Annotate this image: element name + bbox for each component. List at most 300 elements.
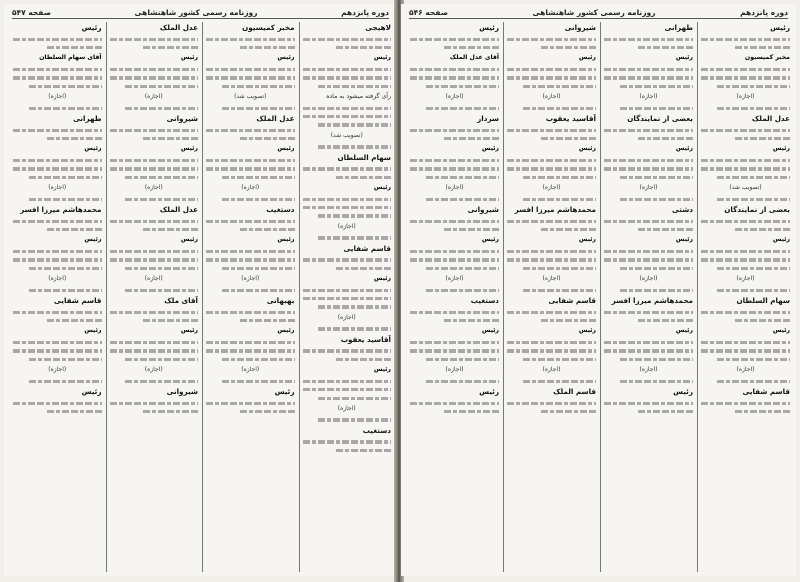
text-line <box>29 107 102 110</box>
text-line <box>701 341 790 344</box>
text-line <box>444 46 499 49</box>
text-line <box>735 410 790 413</box>
text-line <box>47 137 102 140</box>
text-line <box>29 380 102 383</box>
speaker-name: رئیس <box>180 236 198 244</box>
vote-result: (اجازه) <box>48 275 67 283</box>
text-line <box>620 289 693 292</box>
text-line <box>47 228 102 231</box>
speaker-name: رئیس <box>675 54 693 62</box>
speaker-name: رئیس <box>578 145 596 153</box>
speaker-name: رئیس <box>180 54 198 62</box>
text-line <box>523 289 596 292</box>
speaker-heading: محمدهاشم میرزا افسر <box>20 205 102 215</box>
text-line <box>336 449 391 452</box>
speaker-heading: عدل الملک <box>159 23 198 32</box>
text-line <box>240 228 295 231</box>
text-line <box>620 198 693 201</box>
vote-result: (اجازه) <box>48 366 67 374</box>
text-line <box>604 220 693 223</box>
text-line <box>318 397 391 400</box>
speaker-name: رئیس <box>481 236 499 244</box>
text-line <box>410 402 499 405</box>
vote-result: (اجازه) <box>241 275 260 283</box>
text-line <box>604 68 693 71</box>
text-line <box>507 341 596 344</box>
speaker-name: رئیس <box>578 236 596 244</box>
right-page-column <box>600 22 693 572</box>
text-line <box>13 258 102 261</box>
vote-result: (اجازه) <box>639 366 658 374</box>
text-line <box>143 137 198 140</box>
speaker-heading: عدل الملک <box>751 114 790 124</box>
text-line <box>604 341 693 344</box>
text-line <box>604 349 693 352</box>
text-line <box>143 228 198 231</box>
text-line <box>222 267 295 270</box>
vote-result: (اجازه) <box>144 184 163 192</box>
text-line <box>110 159 199 162</box>
vote-result: (اجازه) <box>542 275 561 283</box>
speaker-heading: بهبهانی <box>266 296 295 306</box>
text-line <box>303 289 392 292</box>
text-line <box>47 319 102 322</box>
text-line <box>444 137 499 140</box>
speaker-name: رئیس <box>772 236 790 244</box>
text-line <box>303 349 392 352</box>
text-line <box>604 129 693 132</box>
text-line <box>410 341 499 344</box>
speaker-name: رئیس <box>772 145 790 153</box>
speaker-name: رئیس <box>675 327 693 335</box>
vote-result: (اجازه) <box>736 93 755 101</box>
text-line <box>336 176 391 179</box>
right-page-week: دوره پانزدهم <box>740 7 788 17</box>
text-line <box>426 107 499 110</box>
text-line <box>426 380 499 383</box>
text-line <box>13 76 102 79</box>
text-line <box>701 311 790 314</box>
speaker-name: رئیس <box>84 236 102 244</box>
text-line <box>13 68 102 71</box>
text-line <box>13 159 102 162</box>
vote-result: (اجازه) <box>445 93 464 101</box>
left-page-week: دوره پانزدهم <box>341 7 389 17</box>
text-line <box>143 46 198 49</box>
vote-result: (اجازه) <box>542 93 561 101</box>
text-line <box>620 267 693 270</box>
speaker-heading: قاسم شفایی <box>53 296 102 306</box>
text-line <box>13 311 102 314</box>
text-line <box>110 258 199 261</box>
text-line <box>604 76 693 79</box>
text-line <box>410 129 499 132</box>
text-line <box>717 107 790 110</box>
text-line <box>638 46 693 49</box>
text-line <box>125 176 198 179</box>
text-line <box>507 402 596 405</box>
speaker-name: مخبر کمیسیون <box>744 54 790 62</box>
text-line <box>507 167 596 170</box>
text-line <box>29 198 102 201</box>
speaker-name: رئیس <box>373 184 391 192</box>
text-line <box>701 68 790 71</box>
speaker-name: رئیس <box>675 145 693 153</box>
speaker-heading: سهام السلطان <box>337 152 391 162</box>
text-line <box>206 341 295 344</box>
vote-result: (اجازه) <box>241 366 260 374</box>
text-line <box>110 402 199 405</box>
text-line <box>717 380 790 383</box>
speaker-name: رئیس <box>277 54 295 62</box>
text-line <box>523 107 596 110</box>
text-line <box>410 311 499 314</box>
text-line <box>125 289 198 292</box>
speaker-name: رئیس <box>180 145 198 153</box>
vote-result: (اجازه) <box>639 93 658 101</box>
text-line <box>29 358 102 361</box>
vote-result: (اجازه) <box>337 404 356 412</box>
text-line <box>604 38 693 41</box>
right-page-column <box>503 22 596 572</box>
speaker-heading: قاسم الملک <box>553 387 596 397</box>
text-line <box>426 289 499 292</box>
text-line <box>110 167 199 170</box>
text-line <box>206 129 295 132</box>
text-line <box>410 38 499 41</box>
text-line <box>240 319 295 322</box>
left-page <box>4 4 397 576</box>
left-page-number: صفحه ۵۴۷ <box>12 7 51 17</box>
speaker-heading: قاسم شفایی <box>742 387 790 397</box>
text-line <box>318 214 391 217</box>
text-line <box>507 129 596 132</box>
speaker-heading: دستغیب <box>266 205 295 215</box>
body-text: رأی گرفته میشود به ماده <box>326 93 391 101</box>
speaker-heading: لاهیجی <box>365 23 391 32</box>
right-page-column <box>407 22 499 572</box>
vote-result: (اجازه) <box>337 222 356 230</box>
text-line <box>735 319 790 322</box>
left-page-columns <box>10 22 391 572</box>
vote-result: (اجازه) <box>639 184 658 192</box>
text-line <box>206 220 295 223</box>
text-line <box>507 258 596 261</box>
text-line <box>541 137 596 140</box>
text-line <box>13 250 102 253</box>
text-line <box>620 85 693 88</box>
speaker-heading: آقاسید یعقوب <box>545 114 596 124</box>
text-line <box>206 349 295 352</box>
text-line <box>410 349 499 352</box>
text-line <box>303 380 392 383</box>
text-line <box>604 167 693 170</box>
text-line <box>143 319 198 322</box>
vote-result: (اجازه) <box>144 275 163 283</box>
text-line <box>318 123 391 126</box>
text-line <box>318 236 391 239</box>
speaker-name: آقای سهام السلطان <box>39 54 102 62</box>
text-line <box>620 107 693 110</box>
text-line <box>507 349 596 352</box>
speaker-name: رئیس <box>675 236 693 244</box>
text-line <box>701 38 790 41</box>
speaker-name: رئیس <box>772 327 790 335</box>
text-line <box>222 380 295 383</box>
text-line <box>110 250 199 253</box>
text-line <box>206 76 295 79</box>
text-line <box>318 327 391 330</box>
vote-result: (اجازه) <box>736 366 755 374</box>
speaker-heading: رئیس <box>274 387 295 397</box>
speaker-name: رئیس <box>373 366 391 374</box>
speaker-heading: بعضی از نمایندگان <box>627 114 693 124</box>
vote-result: (اجازه) <box>736 275 755 283</box>
text-line <box>222 85 295 88</box>
speaker-heading: دستغیب <box>362 425 391 435</box>
text-line <box>303 76 392 79</box>
left-page-column <box>299 22 392 572</box>
speaker-heading: سهام السلطان <box>736 296 790 306</box>
speaker-heading: طهرانی <box>73 114 102 124</box>
text-line <box>541 228 596 231</box>
speaker-heading: شیروانی <box>564 23 596 32</box>
text-line <box>604 311 693 314</box>
text-line <box>240 137 295 140</box>
text-line <box>410 220 499 223</box>
text-line <box>604 159 693 162</box>
text-line <box>29 85 102 88</box>
text-line <box>206 38 295 41</box>
text-line <box>638 319 693 322</box>
speaker-heading: شیروانی <box>166 387 198 397</box>
text-line <box>336 46 391 49</box>
text-line <box>701 76 790 79</box>
text-line <box>620 176 693 179</box>
vote-result: (اجازه) <box>241 184 260 192</box>
text-line <box>507 159 596 162</box>
text-line <box>143 410 198 413</box>
speaker-name: رئیس <box>277 145 295 153</box>
speaker-heading: رئیس <box>81 23 102 32</box>
text-line <box>110 311 199 314</box>
text-line <box>523 176 596 179</box>
text-line <box>13 38 102 41</box>
text-line <box>426 85 499 88</box>
right-page <box>401 4 796 576</box>
vote-result: (اجازه) <box>445 366 464 374</box>
text-line <box>206 167 295 170</box>
speaker-heading: رئیس <box>479 387 499 397</box>
text-line <box>523 198 596 201</box>
text-line <box>206 311 295 314</box>
text-line <box>318 418 391 421</box>
text-line <box>410 167 499 170</box>
text-line <box>240 410 295 413</box>
text-line <box>717 85 790 88</box>
speaker-heading: مخبر کمیسیون <box>242 23 295 32</box>
vote-result: (تصویب شد) <box>729 184 762 192</box>
text-line <box>303 38 392 41</box>
text-line <box>303 297 392 300</box>
text-line <box>523 380 596 383</box>
text-line <box>29 289 102 292</box>
text-line <box>125 380 198 383</box>
speaker-name: رئیس <box>481 145 499 153</box>
text-line <box>125 107 198 110</box>
text-line <box>222 289 295 292</box>
text-line <box>717 289 790 292</box>
speaker-heading: بعضی از نمایندگان <box>724 205 790 215</box>
text-line <box>110 220 199 223</box>
text-line <box>444 228 499 231</box>
text-line <box>735 137 790 140</box>
text-line <box>701 258 790 261</box>
speaker-name: رئیس <box>277 236 295 244</box>
text-line <box>13 402 102 405</box>
speaker-heading: دستغیب <box>470 296 499 306</box>
right-page-header <box>409 6 788 19</box>
speaker-heading: محمدهاشم میرزا افسر <box>514 205 596 215</box>
text-line <box>701 349 790 352</box>
text-line <box>13 220 102 223</box>
right-page-column <box>697 22 790 572</box>
text-line <box>410 68 499 71</box>
text-line <box>426 176 499 179</box>
text-line <box>507 311 596 314</box>
speaker-heading: آقاسید یعقوب <box>340 334 391 344</box>
text-line <box>701 167 790 170</box>
text-line <box>507 76 596 79</box>
text-line <box>507 38 596 41</box>
text-line <box>206 159 295 162</box>
speaker-heading: دشتی <box>672 205 693 215</box>
speaker-name: رئیس <box>84 327 102 335</box>
left-page-title: روزنامه رسمی کشور شاهنشاهی <box>134 7 258 17</box>
text-line <box>507 220 596 223</box>
text-line <box>303 440 392 443</box>
text-line <box>604 402 693 405</box>
vote-result: (تصویب شد) <box>330 131 363 139</box>
text-line <box>318 85 391 88</box>
speaker-name: رئیس <box>84 145 102 153</box>
speaker-heading: رئیس <box>770 23 790 32</box>
text-line <box>110 38 199 41</box>
text-line <box>240 46 295 49</box>
text-line <box>303 258 392 261</box>
text-line <box>110 76 199 79</box>
text-line <box>318 305 391 308</box>
text-line <box>523 358 596 361</box>
left-page-header <box>12 6 389 19</box>
speaker-name: رئیس <box>180 327 198 335</box>
text-line <box>303 107 392 110</box>
text-line <box>125 85 198 88</box>
speaker-name: رئیس <box>481 327 499 335</box>
text-line <box>523 85 596 88</box>
text-line <box>13 341 102 344</box>
text-line <box>110 341 199 344</box>
right-page-number: صفحه ۵۴۶ <box>409 7 448 17</box>
speaker-heading: سردار <box>477 114 499 124</box>
vote-result: (اجازه) <box>48 184 67 192</box>
speaker-name: رئیس <box>373 54 391 62</box>
text-line <box>318 145 391 148</box>
speaker-heading: محمدهاشم میرزا افسر <box>611 296 693 306</box>
text-line <box>620 380 693 383</box>
vote-result: (تصویب شد) <box>234 93 267 101</box>
text-line <box>410 250 499 253</box>
text-line <box>701 220 790 223</box>
text-line <box>426 358 499 361</box>
text-line <box>13 349 102 352</box>
text-line <box>444 319 499 322</box>
vote-result: (اجازه) <box>48 93 67 101</box>
text-line <box>206 258 295 261</box>
text-line <box>110 68 199 71</box>
text-line <box>336 267 391 270</box>
speaker-heading: آقای ملک <box>164 296 198 306</box>
speaker-heading: طهرانی <box>664 23 693 32</box>
text-line <box>638 410 693 413</box>
text-line <box>47 46 102 49</box>
text-line <box>717 198 790 201</box>
text-line <box>701 402 790 405</box>
speaker-name: رئیس <box>373 275 391 283</box>
speaker-name: رئیس <box>578 327 596 335</box>
text-line <box>541 319 596 322</box>
text-line <box>717 176 790 179</box>
text-line <box>125 267 198 270</box>
text-line <box>303 206 392 209</box>
speaker-heading: عدل الملک <box>159 205 198 215</box>
speaker-heading: رئیس <box>673 387 693 397</box>
text-line <box>222 198 295 201</box>
right-page-columns <box>407 22 790 572</box>
text-line <box>604 250 693 253</box>
text-line <box>29 267 102 270</box>
text-line <box>735 46 790 49</box>
text-line <box>13 129 102 132</box>
vote-result: (اجازه) <box>144 366 163 374</box>
text-line <box>638 228 693 231</box>
vote-result: (اجازه) <box>542 184 561 192</box>
speaker-heading: قاسم شفایی <box>548 296 596 306</box>
text-line <box>620 358 693 361</box>
speaker-name: آقای عدل الملک <box>449 54 499 62</box>
right-page-title: روزنامه رسمی کشور شاهنشاهی <box>532 7 656 17</box>
vote-result: (اجازه) <box>337 313 356 321</box>
text-line <box>541 410 596 413</box>
text-line <box>426 267 499 270</box>
speaker-name: رئیس <box>277 327 295 335</box>
text-line <box>410 159 499 162</box>
text-line <box>110 129 199 132</box>
text-line <box>735 228 790 231</box>
text-line <box>638 137 693 140</box>
speaker-heading: رئیس <box>479 23 499 32</box>
speaker-heading: شیروانی <box>166 114 198 124</box>
speaker-name: رئیس <box>578 54 596 62</box>
text-line <box>222 176 295 179</box>
vote-result: (اجازه) <box>144 93 163 101</box>
text-line <box>206 68 295 71</box>
text-line <box>336 358 391 361</box>
text-line <box>541 46 596 49</box>
text-line <box>303 388 392 391</box>
speaker-heading: قاسم شفایی <box>343 243 391 253</box>
text-line <box>523 267 596 270</box>
